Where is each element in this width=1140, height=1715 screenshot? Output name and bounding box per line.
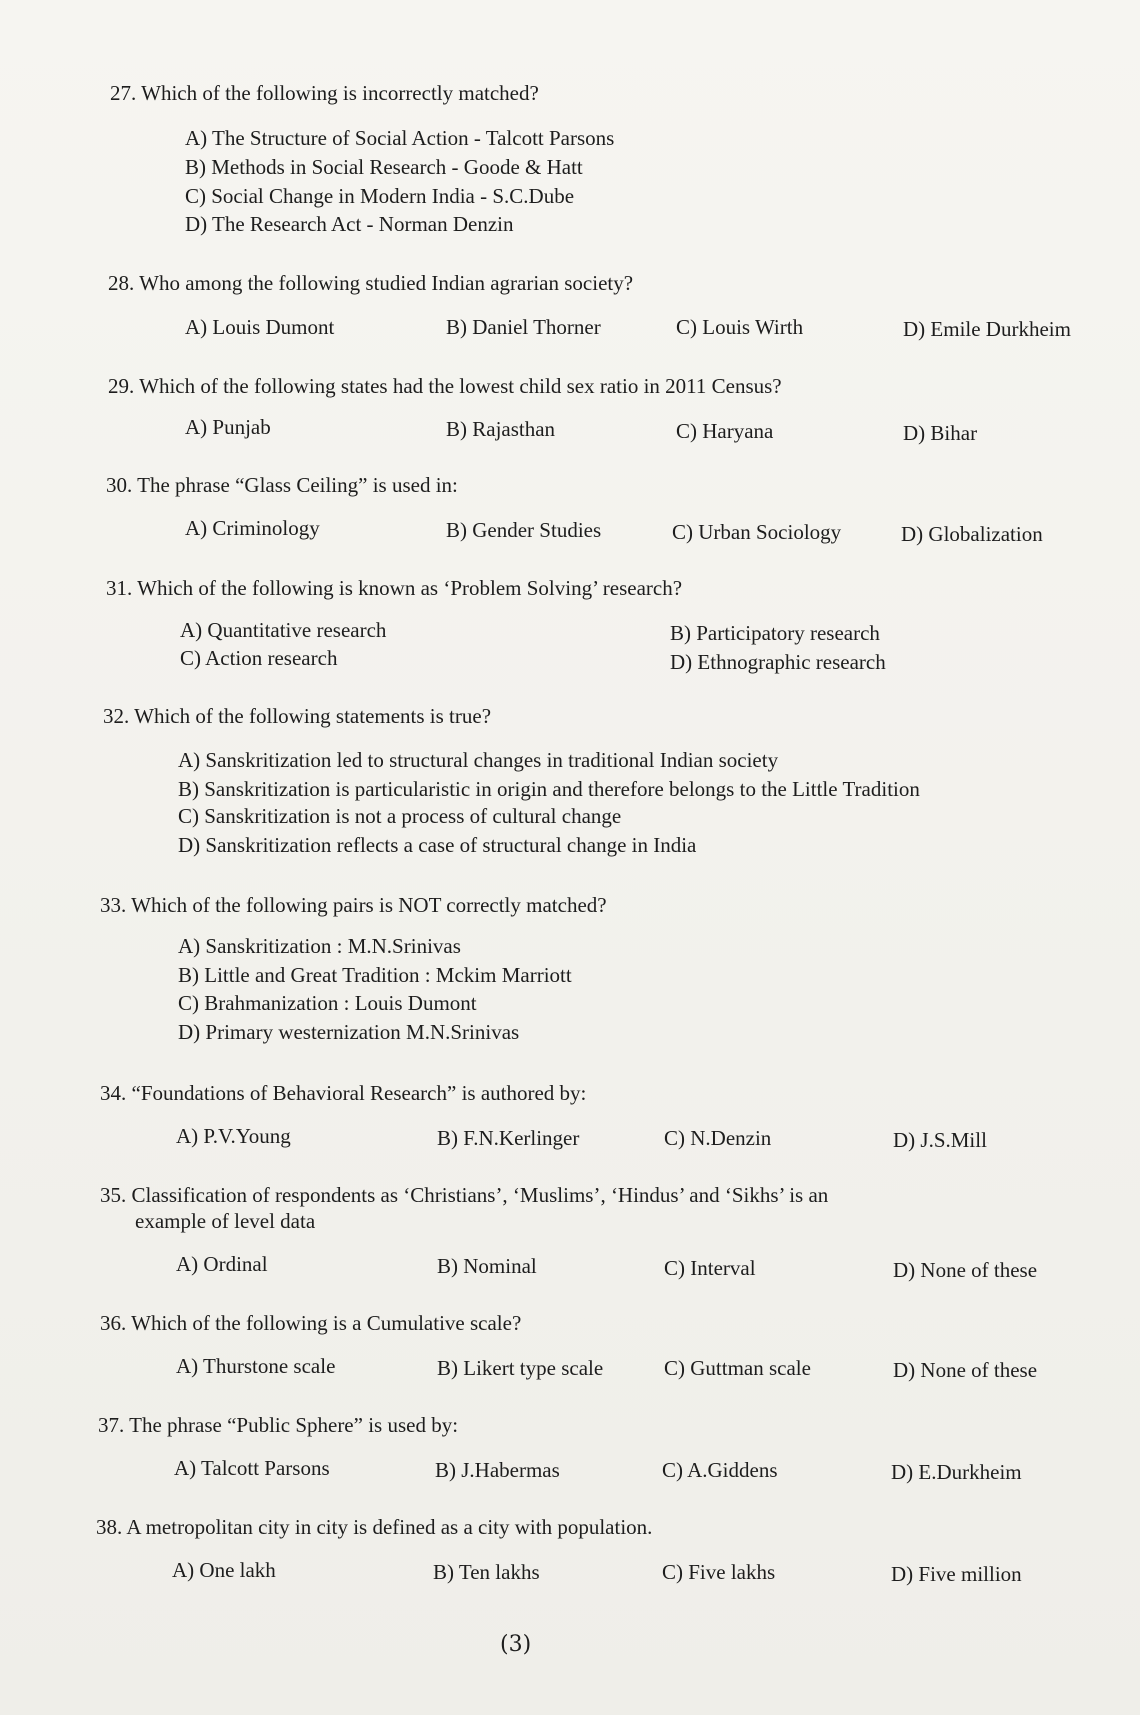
question-32-option-b: B) Sanskritization is particularistic in origin and therefore belongs to the Little Tradition [178,777,920,801]
question-29-option-b: B) Rajasthan [446,417,556,441]
question-27-option-b: B) Methods in Social Research - Goode & Hatt [185,155,583,179]
question-31-option-b: B) Participatory research [670,621,880,645]
question-37-option-a: A) Talcott Parsons [174,1456,330,1480]
question-35-option-d: D) None of these [893,1258,1038,1282]
question-36-option-a: A) Thurstone scale [176,1354,336,1378]
question-35-stem-continuation: example of level data [135,1209,316,1233]
question-33-stem: 33. Which of the following pairs is NOT correctly matched? [100,893,607,917]
question-36-option-d: D) None of these [893,1358,1038,1382]
question-38-option-d: D) Five million [891,1562,1022,1586]
question-35-option-a: A) Ordinal [176,1252,268,1276]
question-29-option-a: A) Punjab [185,415,271,439]
question-38-option-c: C) Five lakhs [662,1560,776,1584]
question-28-option-b: B) Daniel Thorner [446,315,601,339]
question-38-option-b: B) Ten lakhs [433,1560,540,1584]
question-27-option-c: C) Social Change in Modern India - S.C.Dube [185,184,575,208]
question-30-option-b: B) Gender Studies [446,518,602,542]
question-31-option-c: C) Action research [180,646,338,670]
question-37-option-d: D) E.Durkheim [891,1460,1022,1484]
question-30-stem: 30. The phrase “Glass Ceiling” is used in: [106,473,458,497]
question-36-option-c: C) Guttman scale [664,1356,811,1380]
question-29-option-c: C) Haryana [676,419,774,443]
question-33-option-d: D) Primary westernization M.N.Srinivas [178,1020,520,1044]
question-34-option-c: C) N.Denzin [664,1126,772,1150]
question-33-option-a: A) Sanskritization : M.N.Srinivas [178,934,461,958]
question-37-option-c: C) A.Giddens [662,1458,778,1482]
page-number: (3) [500,1632,532,1657]
question-36-option-b: B) Likert type scale [437,1356,604,1380]
question-36-stem: 36. Which of the following is a Cumulative scale? [100,1311,522,1335]
question-34-option-a: A) P.V.Young [176,1124,291,1148]
question-28-option-d: D) Emile Durkheim [903,317,1071,341]
question-37-option-b: B) J.Habermas [435,1458,560,1482]
question-30-option-d: D) Globalization [901,522,1043,546]
question-32-option-a: A) Sanskritization led to structural changes in traditional Indian society [178,748,779,772]
question-35-option-c: C) Interval [664,1256,756,1280]
question-28-stem: 28. Who among the following studied Indian agrarian society? [108,271,634,295]
question-28-option-c: C) Louis Wirth [676,315,804,339]
question-27-option-a: A) The Structure of Social Action - Talcott Parsons [185,126,615,150]
question-34-stem: 34. “Foundations of Behavioral Research” is authored by: [100,1081,587,1105]
question-30-option-c: C) Urban Sociology [672,520,842,544]
question-31-stem: 31. Which of the following is known as ‘Problem Solving’ research? [106,576,683,600]
question-29-stem: 29. Which of the following states had the lowest child sex ratio in 2011 Census? [108,374,782,398]
question-27-option-d: D) The Research Act - Norman Denzin [185,212,514,236]
question-28-option-a: A) Louis Dumont [185,315,335,339]
question-34-option-b: B) F.N.Kerlinger [437,1126,580,1150]
question-35-option-b: B) Nominal [437,1254,537,1278]
question-29-option-d: D) Bihar [903,421,978,445]
question-37-stem: 37. The phrase “Public Sphere” is used by: [98,1413,459,1437]
question-31-option-a: A) Quantitative research [180,618,387,642]
question-34-option-d: D) J.S.Mill [893,1128,987,1152]
question-32-stem: 32. Which of the following statements is true? [103,704,492,728]
question-35-stem: 35. Classification of respondents as ‘Christians’, ‘Muslims’, ‘Hindus’ and ‘Sikhs’ is an [100,1183,829,1207]
question-38-stem: 38. A metropolitan city in city is defined as a city with population. [96,1515,653,1539]
question-32-option-c: C) Sanskritization is not a process of cultural change [178,804,622,828]
question-30-option-a: A) Criminology [185,516,320,540]
question-31-option-d: D) Ethnographic research [670,650,886,674]
question-38-option-a: A) One lakh [172,1558,276,1582]
question-33-option-c: C) Brahmanization : Louis Dumont [178,991,477,1015]
question-27-stem: 27. Which of the following is incorrectly matched? [110,81,539,105]
question-33-option-b: B) Little and Great Tradition : Mckim Marriott [178,963,572,987]
question-32-option-d: D) Sanskritization reflects a case of structural change in India [178,833,697,857]
